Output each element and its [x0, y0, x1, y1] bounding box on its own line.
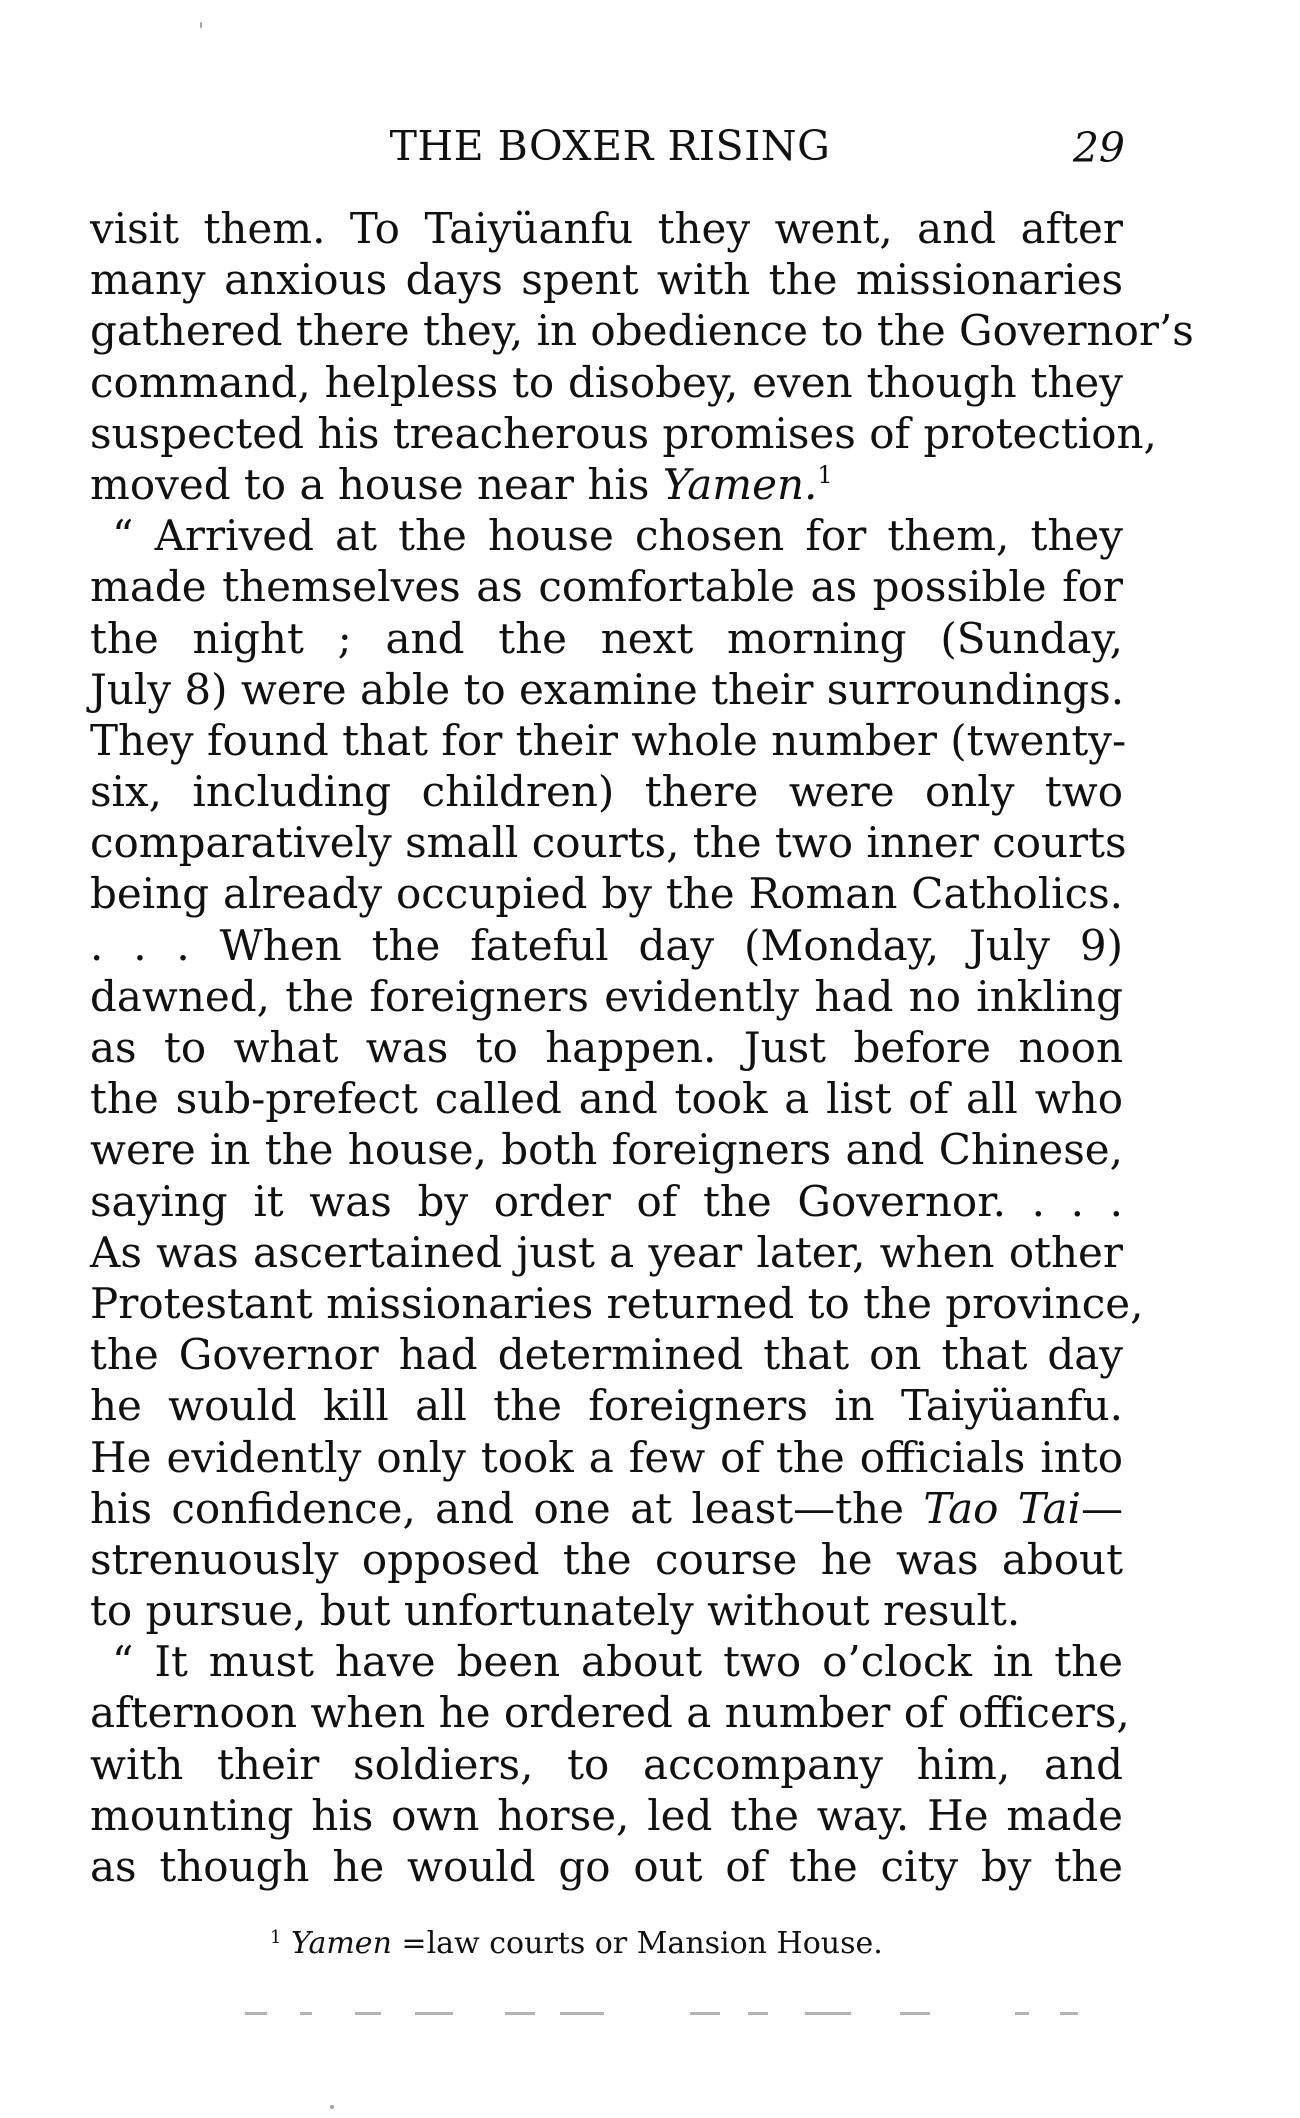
running-title: THE BOXER RISING [389, 122, 831, 170]
text-line: As was ascertained just a year later, when other [90, 1227, 1123, 1277]
text-line: “ Arrived at the house chosen for them, they [112, 511, 1123, 561]
text-line: They found that for their whole number (twenty- [90, 715, 1127, 765]
text-line: were in the house, both foreigners and Chinese, [90, 1125, 1123, 1175]
bleed-through-mark [1060, 2012, 1078, 2015]
text-line: six, including children) there were only two [90, 767, 1123, 817]
text-line: many anxious days spent with the missionaries [90, 255, 1123, 305]
text-line: mounting his own horse, led the way. He made [90, 1790, 1123, 1840]
bleed-through-mark [805, 2012, 851, 2015]
bleed-through-mark [505, 2012, 535, 2015]
bleed-through-mark [748, 2012, 768, 2015]
text-line: “ It must have been about two o’clock in the [112, 1637, 1123, 1687]
footnote-definition: =law courts or Mansion House. [391, 1926, 883, 1961]
text-line [90, 1483, 1123, 1534]
paper-speck [200, 22, 202, 28]
text-line: the night ; and the next morning (Sunday, [90, 613, 1123, 663]
bleed-through-mark [300, 2012, 312, 2015]
bleed-through-mark [355, 2012, 381, 2015]
body-text [90, 203, 1194, 1892]
text-line: being already occupied by the Roman Catholics. [90, 869, 1123, 919]
bleed-through-mark [690, 2012, 720, 2015]
text-line: to pursue, but unfortunately without result. [90, 1586, 1021, 1636]
text-line: visit them. To Taiyüanfu they went, and after [90, 204, 1123, 253]
bleed-through-mark [245, 2012, 267, 2015]
text-line: He evidently only took a few of the officials into [90, 1432, 1123, 1482]
text-line: command, helpless to disobey, even though they [90, 357, 1123, 407]
text-line: made themselves as comfortable as possible for [90, 562, 1123, 612]
bleed-through-mark [415, 2012, 453, 2015]
bleed-through-mark [1015, 2012, 1029, 2015]
text-line: as to what was to happen. Just before noon [90, 1023, 1123, 1072]
text-run: — [1081, 1483, 1123, 1533]
text-line: strenuously opposed the course he was about [90, 1534, 1123, 1584]
footnote-reference: 1 [817, 460, 833, 489]
bleed-through-mark [900, 2012, 930, 2015]
text-line: . . . When the fateful day (Monday, July 9) [90, 920, 1123, 970]
text-line: as though he would go out of the city by the [90, 1842, 1123, 1891]
text-run: moved to a house near his [90, 459, 663, 509]
bleed-through-mark [560, 2012, 604, 2015]
running-head [0, 118, 1300, 174]
tao-tai-term: Tao Tai [923, 1483, 1081, 1533]
text-line: gathered there they, in obedience to the Governor’s [90, 306, 1194, 356]
yamen-term: Yamen. [662, 459, 818, 509]
text-line: he would kill all the foreigners in Taiyüanfu. [90, 1381, 1123, 1431]
text-line: Protestant missionaries returned to the province, [90, 1278, 1144, 1328]
text-line: the sub-prefect called and took a list of all who [90, 1074, 1123, 1124]
footnote-marker: 1 [270, 1927, 282, 1948]
text-line: afternoon when he ordered a number of officers, [90, 1688, 1130, 1738]
text-line: with their soldiers, to accompany him, and [90, 1739, 1123, 1789]
text-line: dawned, the foreigners evidently had no inkling [90, 971, 1123, 1021]
text-line: suspected his treacherous promises of protection, [90, 408, 1157, 458]
text-line: the Governor had determined that on that day [90, 1330, 1123, 1380]
page-number: 29 [1072, 124, 1125, 172]
text-line: July 8) were able to examine their surroundings. [90, 664, 1125, 714]
footnote-term: Yamen [291, 1926, 392, 1961]
text-line: saying it was by order of the Governor. . . . [90, 1176, 1123, 1226]
text-run: his confidence, and one at least—the [90, 1483, 924, 1533]
text-line: comparatively small courts, the two inner courts [90, 818, 1127, 868]
footnote [270, 1924, 1070, 1964]
paper-speck [330, 2105, 334, 2109]
text-line [90, 459, 1123, 510]
